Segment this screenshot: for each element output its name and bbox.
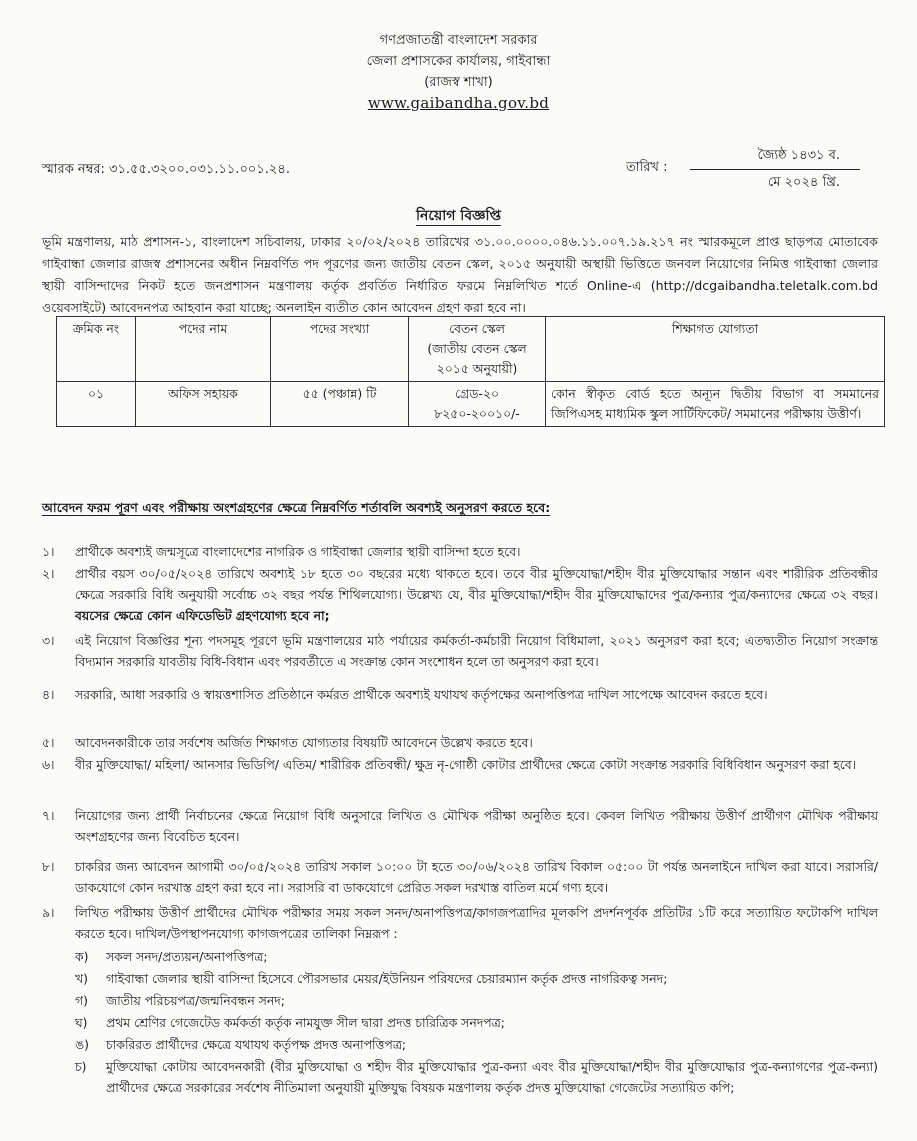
notice-title: নিয়োগ বিজ্ঞপ্তি bbox=[415, 208, 502, 224]
header-office: জেলা প্রশাসকের কার্যালয়, গাইবান্ধা bbox=[366, 54, 551, 69]
date-divider bbox=[690, 169, 860, 170]
table-row bbox=[57, 382, 885, 427]
intro-paragraph: ভূমি মন্ত্রণালয়, মাঠ প্রশাসন-১, বাংলাদেশ সচিবালয়, ঢাকার ২০/০২/২০২৪ তারিখের ৩১.০০.০০০০.০৪৬.১১.০০৭.১৯.২১৭ নং স্মারকমূলে প্রাপ্ত ছাড়পত্র মোতাবেক গাইবান্ধা জেলার রাজস্ব প্রশাসনের অধীন নিম্নবর্ণিত পদ পূরণের জন্য জাতীয় বেতন স্কেল, ২০১৫ অনুযায়ী অস্থায়ী ভিত্তিতে জনবল নিয়োগের নিমিত্ত গাইবান্ধা জেলার স্থায়ী বাসিন্দাদের নিকট হতে জনপ্রশাসন মন্ত্রণালয় কর্তৃক প্রবর্তিত নির্ধারিত ফরমে নিম্নলিখিত শর্তে Online-এ (http://dcgaibandha.teletalk.com.bd ওয়েবসাইটে) আবেদনপত্র আহবান করা যাচ্ছে; অনলাইন ব্যতীত কোন আবেদন গ্রহণ করা হবে না। bbox=[42, 234, 878, 315]
memo-number: স্মারক নম্বর: ৩১.৫৫.৩২০০.০৩১.১১.০০১.২৪. bbox=[42, 162, 290, 177]
condition-item: ৬। বীর মুক্তিযোদ্ধা/ মহিলা/ আনসার ভিডিপি/ এতিম/ শারীরিক প্রতিবন্ধী/ ক্ষুদ্র নৃ-গোষ্ঠী কোটার প্রার্থীদের ক্ষেত্রে কোটা সংক্রান্ত সরকারি বিধিবিধান অনুসরণ করা হবে। bbox=[42, 757, 857, 772]
header-count: পদের সংখ্যা bbox=[271, 317, 409, 382]
condition-item: ৭। নিয়োগের জন্য প্রার্থী নির্বাচনের ক্ষেত্রে নিয়োগ বিধি অনুসারে লিখিত ও মৌখিক পরীক্ষা অনুষ্ঠিত হবে। কেবল লিখিত পরীক্ষায় উত্তীর্ণ প্রার্থীগণ মৌখিক পরীক্ষায় অংশগ্রহণের জন্য বিবেচিত হবেন। bbox=[42, 808, 878, 844]
header-post: পদের নাম bbox=[136, 317, 271, 382]
header-branch: (রাজস্ব শাখা) bbox=[424, 75, 493, 90]
condition-item: ৫। আবেদনকারীকে তার সর্বশেষ অর্জিত শিক্ষাগত যোগ্যতার বিষয়টি আবেদনে উল্লেখ করতে হবে। bbox=[42, 735, 533, 750]
header-website-link[interactable]: www.gaibandha.gov.bd bbox=[367, 94, 550, 112]
condition-item: ৩। এই নিয়োগ বিজ্ঞপ্তির শূন্য পদসমূহ পূরণে ভূমি মন্ত্রণালয়ের মাঠ পর্যায়ের কর্মকর্তা-কর্মচারী নিয়োগ বিধিমালা, ২০২১ অনুসরণ করা হবে; এতদ্ব্যতীত নিয়োগ সংক্রান্ত বিদ্যমান সরকারি যাবতীয় বিধি-বিধান এবং পরবর্তীতে এ সংক্রান্ত কোন সংশোধন হলে তা অনুসরণ করা হবে। bbox=[42, 633, 878, 669]
row-count: ৫৫ (পঞ্চান্ন) টি bbox=[271, 382, 409, 427]
condition-item: ৯। লিখিত পরীক্ষায় উত্তীর্ণ প্রার্থীদের মৌখিক পরীক্ষার সময় সকল সনদ/অনাপত্তিপত্র/কাগজপত্রাদির মূলকপি প্রদর্শনপূর্বক প্রতিটির ১টি করে সত্যায়িত ফটোকপি দাখিল করতে হবে। দাখিল/উপস্থাপনযোগ্য কাগজপত্রের তালিকা নিম্নরূপ : bbox=[42, 905, 878, 941]
header-government: গণপ্রজাতন্ত্রী বাংলাদেশ সরকার bbox=[379, 33, 538, 48]
document-item: চ) মুক্তিযোদ্ধা কোটায় আবেদনকারী (বীর মুক্তিযোদ্ধা ও শহীদ বীর মুক্তিযোদ্ধার পুত্র-কন্যা এবং বীর মুক্তিযোদ্ধা/শহীদ বীর মুক্তিযোদ্ধার পুত্র-কন্যাগণের পুত্র-কন্যা) প্রার্থীদের ক্ষেত্রে সরকারের সর্বশেষ নীতিমালা অনুযায়ী মুক্তিযুদ্ধ বিষয়ক মন্ত্রণালয় কর্তৃক প্রদত্ত মুক্তিযোদ্ধা গেজেটের সত্যায়িত কপি; bbox=[75, 1059, 878, 1095]
row-serial: ০১ bbox=[57, 382, 136, 427]
conditions-heading: আবেদন ফরম পূরণ এবং পরীক্ষায় অংশগ্রহণের ক্ষেত্রে নিম্নবর্ণিত শর্তাবলি অবশ্যই অনুসরণ করতে হবে: bbox=[42, 500, 551, 515]
row-post: অফিস সহায়ক bbox=[136, 382, 271, 427]
header-education: শিক্ষাগত যোগ্যতা bbox=[546, 317, 885, 382]
document-item: ঙ) চাকরিরত প্রার্থীদের ক্ষেত্রে যথাযথ কর্তৃপক্ষ প্রদত্ত অনাপত্তিপত্র; bbox=[75, 1037, 407, 1052]
document-item: ঘ) প্রথম শ্রেণির গেজেটেড কর্মকর্তা কর্তৃক নামযুক্ত সীল দ্বারা প্রদত্ত চারিত্রিক সনদপত্র; bbox=[75, 1015, 505, 1030]
condition-item: ১। প্রার্থীকে অবশ্যই জন্মসূত্রে বাংলাদেশের নাগরিক ও গাইবান্ধা জেলার স্থায়ী বাসিন্দা হতে হবে। bbox=[42, 544, 521, 559]
document-item: ক) সকল সনদ/প্রত্যয়ন/অনাপত্তিপত্র; bbox=[75, 949, 268, 964]
condition-item: ২। প্রার্থীর বয়স ৩০/০৫/২০২৪ তারিখে অবশ্যই ১৮ হতে ৩০ বছরের মধ্যে থাকতে হবে। তবে বীর মুক্তিযোদ্ধা/শহীদ বীর মুক্তিযোদ্ধার সন্তান এবং শারীরিক প্রতিবন্ধীর ক্ষেত্রে সরকারি বিধি অনুযায়ী সর্বোচ্চ ৩২ বছর পর্যন্ত শিথিলযোগ্য। উল্লেখ্য যে, বীর মুক্তিযোদ্ধা/শহীদ বীর মুক্তিযোদ্ধাদের পুত্র/কন্যার পুত্র/কন্যাদের ক্ষেত্রে ৩২ বছর। বয়সের ক্ষেত্রে কোন এফিডেভিট গ্রহণযোগ্য হবে না; bbox=[42, 566, 878, 623]
table-header-row bbox=[57, 317, 885, 382]
row-education: কোন স্বীকৃত বোর্ড হতে অন্যূন দ্বিতীয় বিভাগ বা সমমানের জিপিএসহ মাধ্যমিক স্কুল সার্টিফিকেট/ সমমানের পরীক্ষায় উত্তীর্ণ। bbox=[546, 382, 885, 427]
document-item: গ) জাতীয় পরিচয়পত্র/জন্মনিবন্ধন সনদ; bbox=[75, 993, 285, 1008]
condition-item: ৮। চাকরির জন্য আবেদন আগামী ৩০/০৫/২০২৪ তারিখ সকাল ১০:০০ টা হতে ৩০/০৬/২০২৪ তারিখ বিকাল ০৫:০০ টা পর্যন্ত অনলাইনে দাখিল করা যাবে। সরাসরি/ ডাকযোগে কোন দরখাস্ত গ্রহণ করা হবে না। সরাসরি বা ডাকযোগে প্রেরিত সকল দরখাস্ত বাতিল মর্মে গণ্য হবে। bbox=[42, 859, 879, 895]
posts-table bbox=[56, 316, 885, 427]
header-serial: ক্রমিক নং bbox=[57, 317, 136, 382]
letterhead bbox=[0, 30, 917, 114]
date-label: তারিখ : bbox=[626, 160, 668, 175]
date-english: মে ২০২৪ খ্রি. bbox=[767, 175, 840, 190]
row-scale: গ্রেড-২০ ৮২৫০-২০০১০/- bbox=[409, 382, 546, 427]
document-item: খ) গাইবান্ধা জেলার স্থায়ী বাসিন্দা হিসেবে পৌরসভার মেয়র/ইউনিয়ন পরিষদের চেয়ারম্যান কর্তৃক প্রদত্ত নাগরিকত্ব সনদ; bbox=[75, 971, 668, 986]
header-scale: বেতন স্কেল (জাতীয় বেতন স্কেল ২০১৫ অনুযায়ী) bbox=[409, 317, 546, 382]
age-affidavit-note: বয়সের ক্ষেত্রে কোন এফিডেভিট গ্রহণযোগ্য হবে না; bbox=[75, 608, 330, 623]
condition-item: ৪। সরকারি, আধা সরকারি ও স্বায়ত্তশাসিত প্রতিষ্ঠানে কর্মরত প্রার্থীকে অবশ্যই যথাযথ কর্তৃপক্ষের অনাপত্তিপত্র দাখিল সাপেক্ষে আবেদন করতে হবে। bbox=[42, 687, 768, 702]
date-bangla: জ্যৈষ্ঠ ১৪৩১ ব. bbox=[757, 148, 840, 163]
date-block bbox=[690, 145, 860, 193]
